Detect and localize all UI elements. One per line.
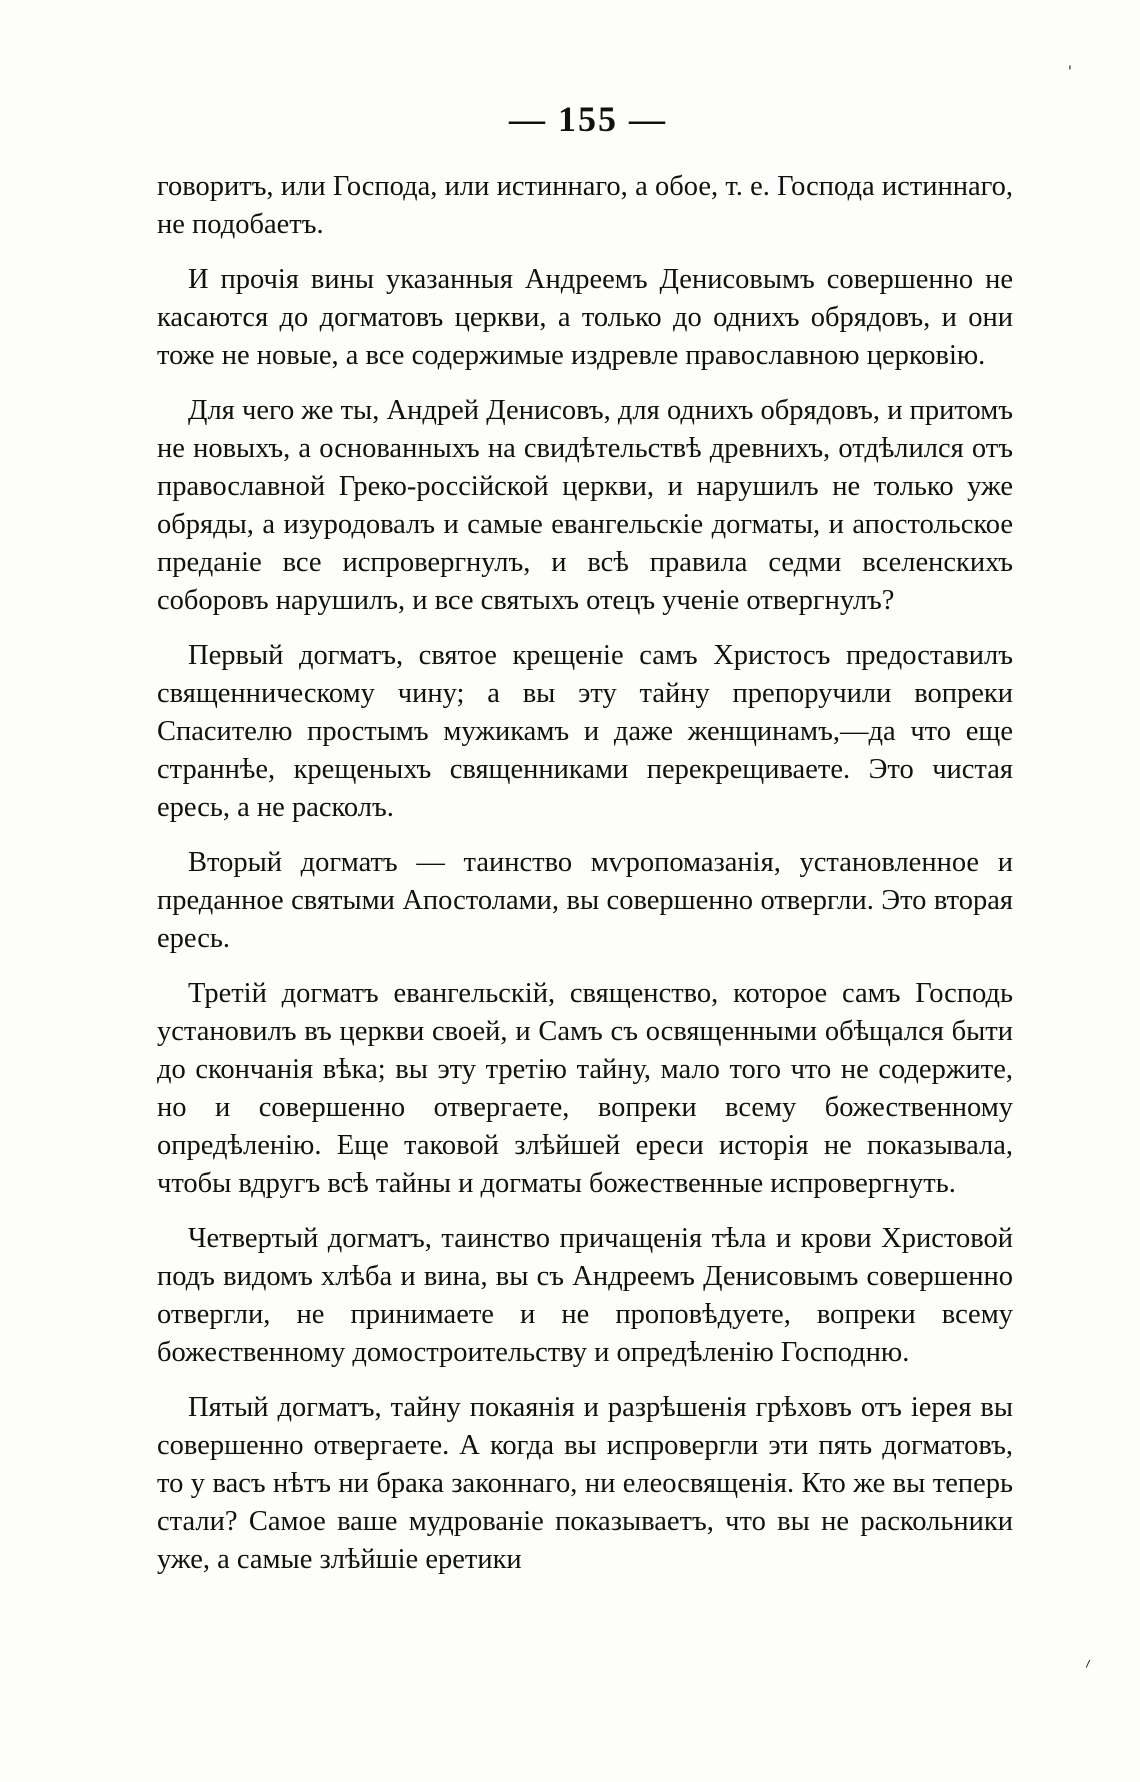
page-number: — 155 — [509, 99, 667, 139]
paragraph-continuation: говоритъ, или Господа, или истиннаго, а обое, т. е. Господа истиннаго, не подобаетъ. [157, 171, 1013, 240]
paragraph: Вторый догматъ — таинство мѵропомазанія, установленное и преданное святыми Апостолами, вы совершенно отвергли. Это вторая ересь. [157, 847, 1013, 954]
paragraph: Третій догматъ евангельскій, священство, которое самъ Господь установилъ въ церкви своей, и Самъ съ освященными обѣщался быти до скончанія вѣка; вы эту третію тайну, мало того что не содержите, но и совершенно отвергаете, вопреки всему божественному опредѣленію. Еще таковой злѣйшей ереси исторія не показывала, чтобы вдругъ всѣ тайны и догматы божественные испровергнуть. [157, 978, 1013, 1199]
margin-scratch-mark: ⸝ [1078, 1649, 1095, 1672]
paragraph: Первый догматъ, святое крещеніе самъ Христосъ предоставилъ священническому чину; а вы эту тайну препоручили вопреки Спасителю простымъ мужикамъ и даже женщинамъ,—да что еще страннѣе, крещеныхъ священниками перекрещиваете. Это чистая ересь, а не расколъ. [157, 640, 1013, 823]
paragraph: И прочія вины указанныя Андреемъ Денисовымъ совершенно не касаются до догматовъ церкви, а только до однихъ обрядовъ, и они тоже не новые, а все содержимые издревле православною церковію. [157, 264, 1013, 371]
paragraph: Пятый догматъ, тайну покаянія и разрѣшенія грѣховъ отъ іерея вы совершенно отвергаете. А когда вы испровергли эти пять догматовъ, то у васъ нѣтъ ни брака законнаго, ни елеосвященія. Кто же вы теперь стали? Самое ваше мудрованіе показываетъ, что вы не раскольники уже, а самые злѣйшіе еретики [157, 1392, 1013, 1575]
margin-speck-mark: ' [1068, 64, 1072, 80]
paragraph: Для чего же ты, Андрей Денисовъ, для однихъ обрядовъ, и притомъ не новыхъ, а основанныхъ на свидѣтельствѣ древнихъ, отдѣлился отъ православной Греко-россійской церкви, и нарушилъ не только уже обряды, а изуродовалъ и самые евангельскіе догматы, и апостольское преданіе все испровергнулъ, и всѣ правила седми вселенскихъ соборовъ нарушилъ, и все святыхъ отецъ ученіе отвергнулъ? [157, 395, 1013, 616]
paragraph: Четвертый догматъ, таинство причащенія тѣла и крови Христовой подъ видомъ хлѣба и вина, вы съ Андреемъ Денисовымъ совершенно отвергли, не принимаете и не проповѣдуете, вопреки всему божественному домостроительству и опредѣленію Господню. [157, 1223, 1013, 1368]
body-text [157, 168, 1013, 1596]
